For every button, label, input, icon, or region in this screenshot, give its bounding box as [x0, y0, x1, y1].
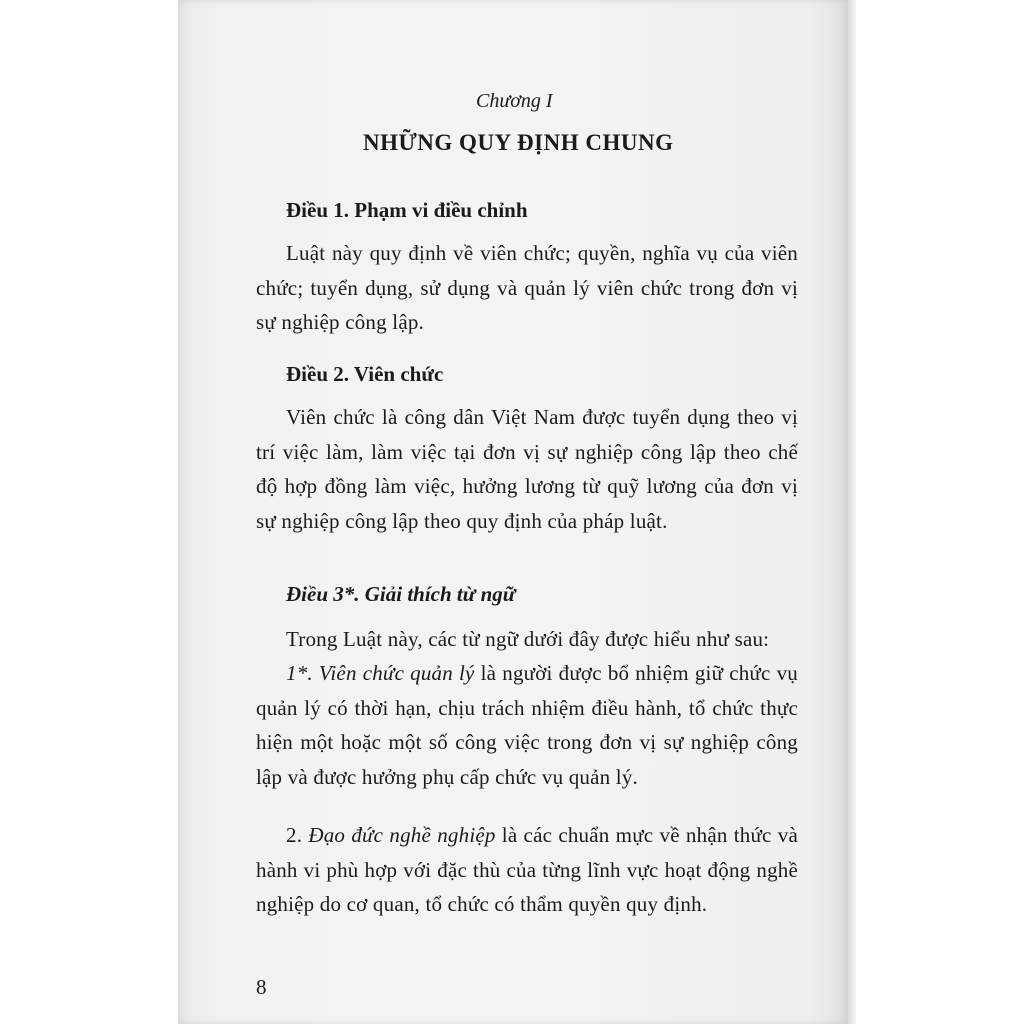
page-edge	[848, 0, 856, 1024]
article-3-item-2	[256, 818, 798, 922]
article-2-title: Điều 2. Viên chức	[286, 362, 444, 386]
item-1-term: 1*. Viên chức quản lý	[286, 661, 475, 685]
chapter-label: Chương I	[476, 90, 553, 112]
item-2-number: 2.	[286, 823, 309, 847]
item-2-term: Đạo đức nghề nghiệp	[308, 823, 496, 847]
article-2-body: Viên chức là công dân Việt Nam được tuyển dụng theo vị trí việc làm, làm việc tại đơn vị sự nghiệp công lập theo chế độ hợp đồng làm việc, hưởng lương từ quỹ lương của đơn vị sự nghiệp công lập theo quy định của pháp luật.	[256, 405, 798, 533]
article-1-body: Luật này quy định về viên chức; quyền, nghĩa vụ của viên chức; tuyển dụng, sử dụng và quản lý viên chức trong đơn vị sự nghiệp công lập.	[256, 241, 798, 334]
article-3-title: Điều 3*. Giải thích từ ngữ	[286, 582, 516, 606]
item-2-definition: là các chuẩn mực về nhận thức và hành vi phù hợp với đặc thù của từng lĩnh vực hoạt động nghề nghiệp do cơ quan, tổ chức có thẩm quyền quy định.	[256, 823, 798, 916]
article-3-intro: Trong Luật này, các từ ngữ dưới đây được hiểu như sau:	[286, 627, 770, 651]
article-3-item-1	[256, 656, 798, 794]
chapter-title: NHỮNG QUY ĐỊNH CHUNG	[363, 130, 674, 155]
article-1-title: Điều 1. Phạm vi điều chỉnh	[286, 198, 528, 222]
page-number: 8	[256, 975, 267, 999]
item-1-definition: là người được bổ nhiệm giữ chức vụ quản lý có thời hạn, chịu trách nhiệm điều hành, tổ chức thực hiện một hoặc một số công việc trong đơn vị sự nghiệp công lập và được hưởng phụ cấp chức vụ quản lý.	[256, 661, 798, 789]
